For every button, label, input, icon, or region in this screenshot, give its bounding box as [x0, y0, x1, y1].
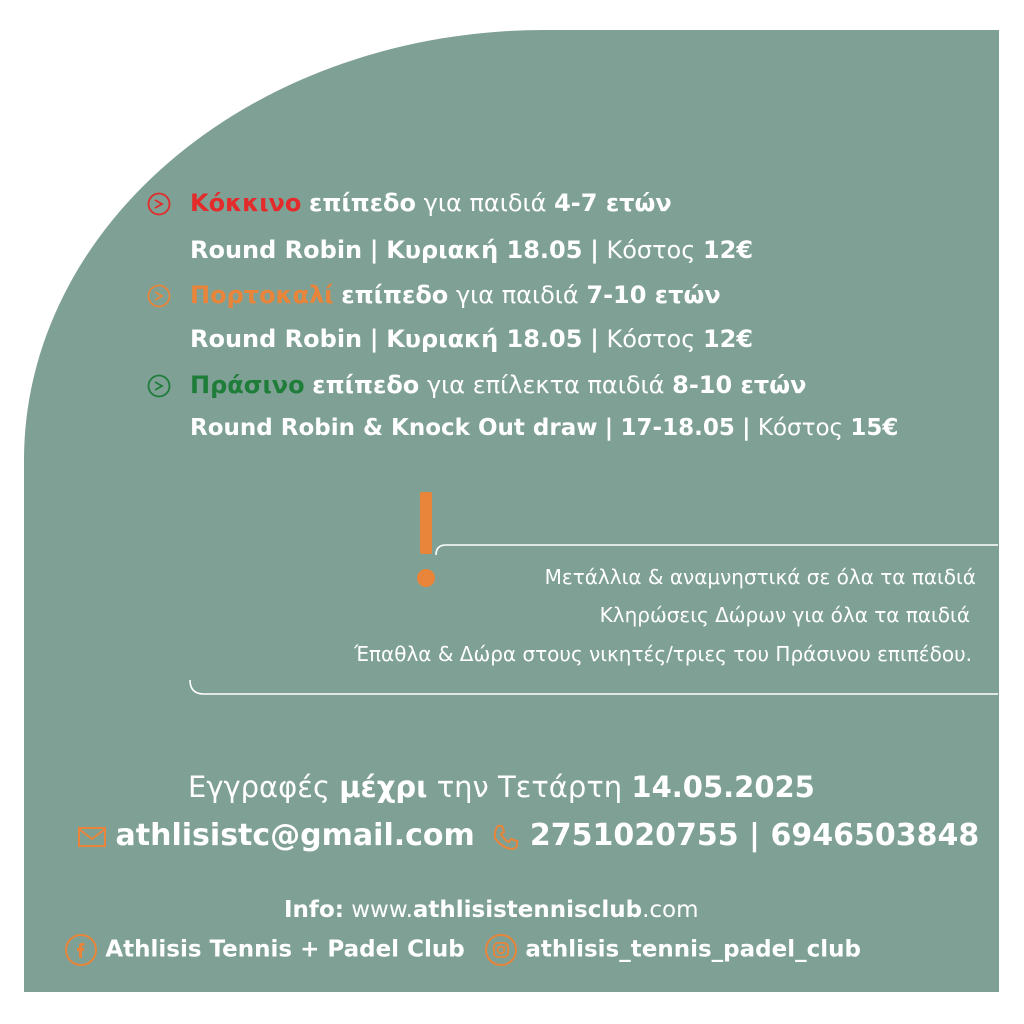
- url-domain: athlisistennisclub: [412, 897, 643, 923]
- separator: |: [369, 325, 379, 353]
- level-ages: 4-7 ετών: [554, 189, 672, 217]
- note-trophies: Έπαθλα & Δώρα στους νικητές/τριες του Πράσινου επιπέδου.: [354, 642, 972, 666]
- instagram-icon: [484, 933, 518, 967]
- phone-numbers[interactable]: 2751020755 | 6946503848: [529, 818, 980, 853]
- chevron-circle-icon: [147, 284, 171, 308]
- level-audience: για παιδιά: [455, 281, 579, 309]
- cost-value: 15€: [850, 415, 899, 441]
- social-row: [64, 933, 861, 967]
- level-red-details: [190, 236, 753, 264]
- level-date: 17-18.05: [620, 415, 735, 441]
- cost-value: 12€: [702, 325, 754, 353]
- separator: |: [742, 415, 751, 441]
- registration-date: 14.05.2025: [631, 770, 815, 804]
- info-label: Info:: [284, 897, 344, 923]
- level-green-details: [190, 415, 898, 441]
- separator: |: [369, 236, 379, 264]
- level-date: Κυριακή 18.05: [386, 236, 583, 264]
- cost-value: 12€: [702, 236, 754, 264]
- level-date: Κυριακή 18.05: [386, 325, 583, 353]
- note-gift-draws: Κληρώσεις Δώρων για όλα τα παιδιά: [599, 603, 970, 627]
- info-row: [284, 897, 699, 923]
- level-green-title: [190, 371, 806, 399]
- instagram-link[interactable]: athlisis_tennis_padel_club: [525, 936, 861, 963]
- registration-prefix: Εγγραφές: [188, 770, 330, 804]
- level-color-name: Κόκκινο: [190, 189, 302, 217]
- note-medals: Μετάλλια & αναμνηστικά σε όλα τα παιδιά: [544, 565, 976, 589]
- level-orange-title: [190, 281, 721, 309]
- level-ages: 8-10 ετών: [672, 371, 807, 399]
- separator: |: [604, 415, 614, 441]
- level-word: επίπεδο: [309, 189, 417, 217]
- phone-icon: [492, 823, 520, 851]
- separator: |: [590, 236, 599, 264]
- facebook-icon: [64, 933, 98, 967]
- contact-row: [78, 818, 979, 853]
- cost-label: Κόστος: [606, 236, 696, 264]
- facebook-link[interactable]: Athlisis Tennis + Padel Club: [105, 936, 465, 963]
- level-audience: για παιδιά: [423, 189, 547, 217]
- level-format: Round Robin: [190, 325, 363, 353]
- level-format: Round Robin & Knock Out draw: [190, 415, 598, 441]
- chevron-circle-icon: [147, 374, 171, 398]
- website-link[interactable]: [351, 897, 698, 923]
- email-link[interactable]: athlisistc@gmail.com: [115, 818, 475, 853]
- level-format: Round Robin: [190, 236, 363, 264]
- level-word: επίπεδο: [312, 371, 420, 399]
- registration-deadline: [188, 770, 815, 804]
- cost-label: Κόστος: [757, 415, 844, 441]
- envelope-icon: [78, 826, 106, 848]
- registration-emph: μέχρι: [339, 770, 428, 804]
- level-color-name: Πορτοκαλί: [190, 281, 334, 309]
- level-orange-details: [190, 325, 753, 353]
- level-red-title: [190, 189, 672, 217]
- registration-suffix: την Τετάρτη: [436, 770, 623, 804]
- url-suffix: .com: [642, 897, 699, 923]
- level-color-name: Πράσινο: [190, 371, 305, 399]
- level-ages: 7-10 ετών: [586, 281, 721, 309]
- separator: |: [590, 325, 599, 353]
- cost-label: Κόστος: [606, 325, 696, 353]
- level-word: επίπεδο: [341, 281, 449, 309]
- chevron-circle-icon: [147, 192, 171, 216]
- url-prefix: www.: [351, 897, 413, 923]
- level-audience: για επίλεκτα παιδιά: [426, 371, 665, 399]
